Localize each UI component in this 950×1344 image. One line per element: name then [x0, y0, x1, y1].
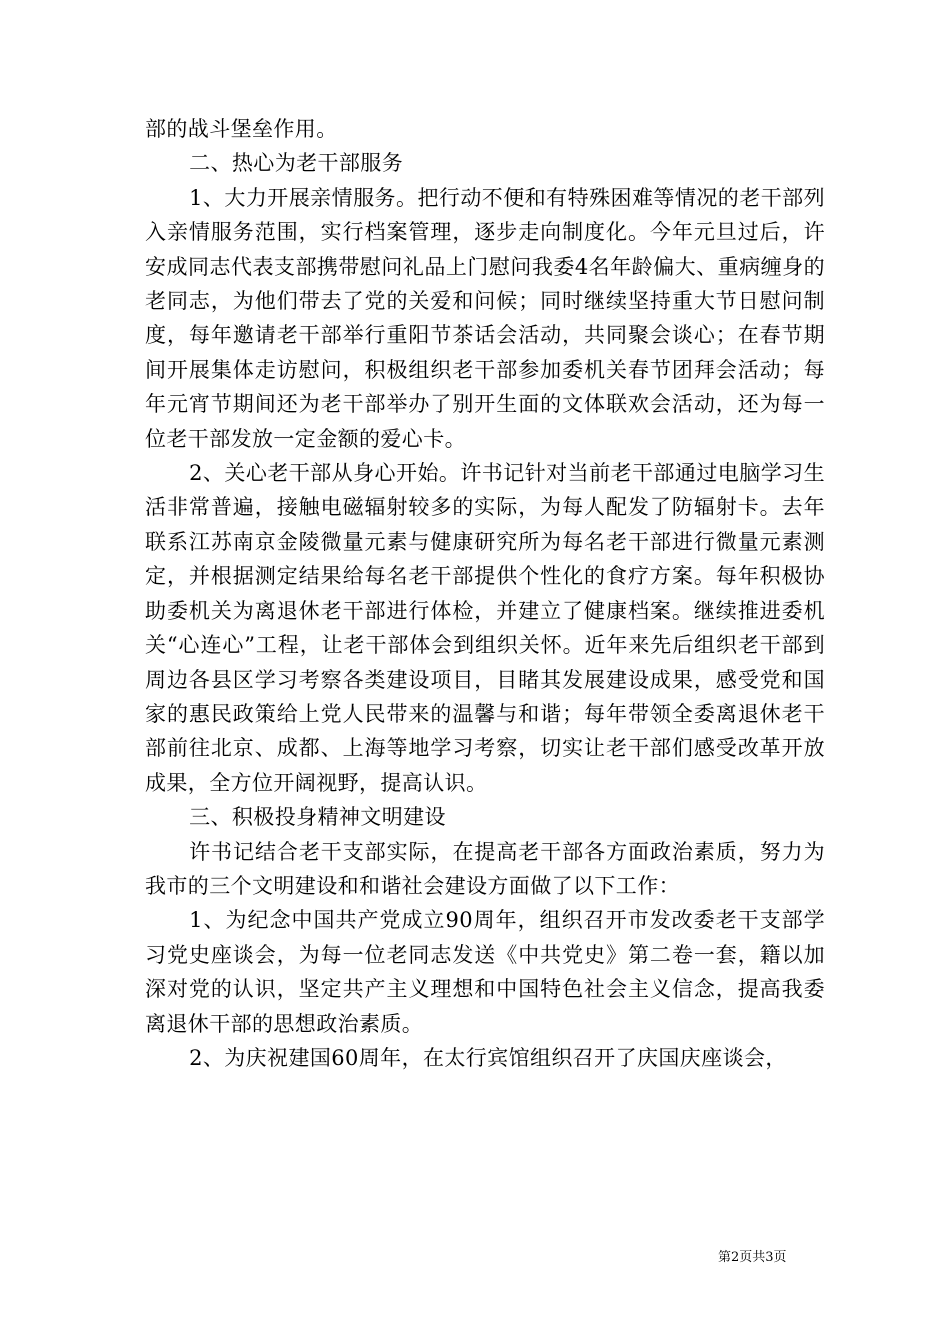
section-heading-5: 三、积极投身精神文明建设 [189, 805, 446, 830]
paragraph-4: 2、关心老干部从身心开始。许书记针对当前老干部通过电脑学习生活非常普遍，接触电磁辐射较多的实际，为每人配发了防辐射卡。去年联系江苏南京金陵微量元素与健康研究所为每名老干部进行微量元素测定，并根据测定结果给每名老干部提供个性化的食疗方案。每年积极协助委机关为离退休老干部进行体检，并建立了健康档案。继续推进委机关“心连心”工程，让老干部体会到组织关怀。近年来先后组织老干部到周边各县区学习考察各类建设项目，目睹其发展建设成果，感受党和国家的惠民政策给上党人民带来的温馨与和谐；每年带领全委离退休老干部前往北京、成都、上海等地学习考察，切实让老干部们感受改革开放成果，全方位开阔视野，提高认识。 [145, 461, 825, 795]
paragraph-1: 部的战斗堡垒作用。 [145, 117, 338, 141]
paragraph-6: 许书记结合老干支部实际，在提高老干部各方面政治素质，努力为我市的三个文明建设和和谐社会建设方面做了以下工作： [145, 839, 825, 898]
document-body [145, 112, 825, 1075]
paragraph-7: 1、为纪念中国共产党成立90周年，组织召开市发改委老干支部学习党史座谈会，为每一位老同志发送《中共党史》第二卷一套，籍以加深对党的认识，坚定共产主义理想和中国特色社会主义信念，提高我委离退休干部的思想政治素质。 [145, 908, 825, 1036]
section-heading-2: 二、热心为老干部服务 [189, 151, 404, 176]
paragraph-8: 2、为庆祝建国60周年，在太行宾馆组织召开了庆国庆座谈会， [189, 1045, 787, 1070]
page-number: 第2页共3页 [718, 1250, 787, 1265]
paragraph-3: 1、大力开展亲情服务。把行动不便和有特殊困难等情况的老干部列入亲情服务范围，实行档案管理，逐步走向制度化。今年元旦过后，许安成同志代表支部携带慰问礼品上门慰问我委4名年龄偏大、重病缠身的老同志，为他们带去了党的关爱和问候；同时继续坚持重大节日慰问制度，每年邀请老干部举行重阳节茶话会活动，共同聚会谈心；在春节期间开展集体走访慰问，积极组织老干部参加委机关春节团拜会活动；每年元宵节期间还为老干部举办了别开生面的文体联欢会活动，还为每一位老干部发放一定金额的爱心卡。 [145, 185, 825, 451]
